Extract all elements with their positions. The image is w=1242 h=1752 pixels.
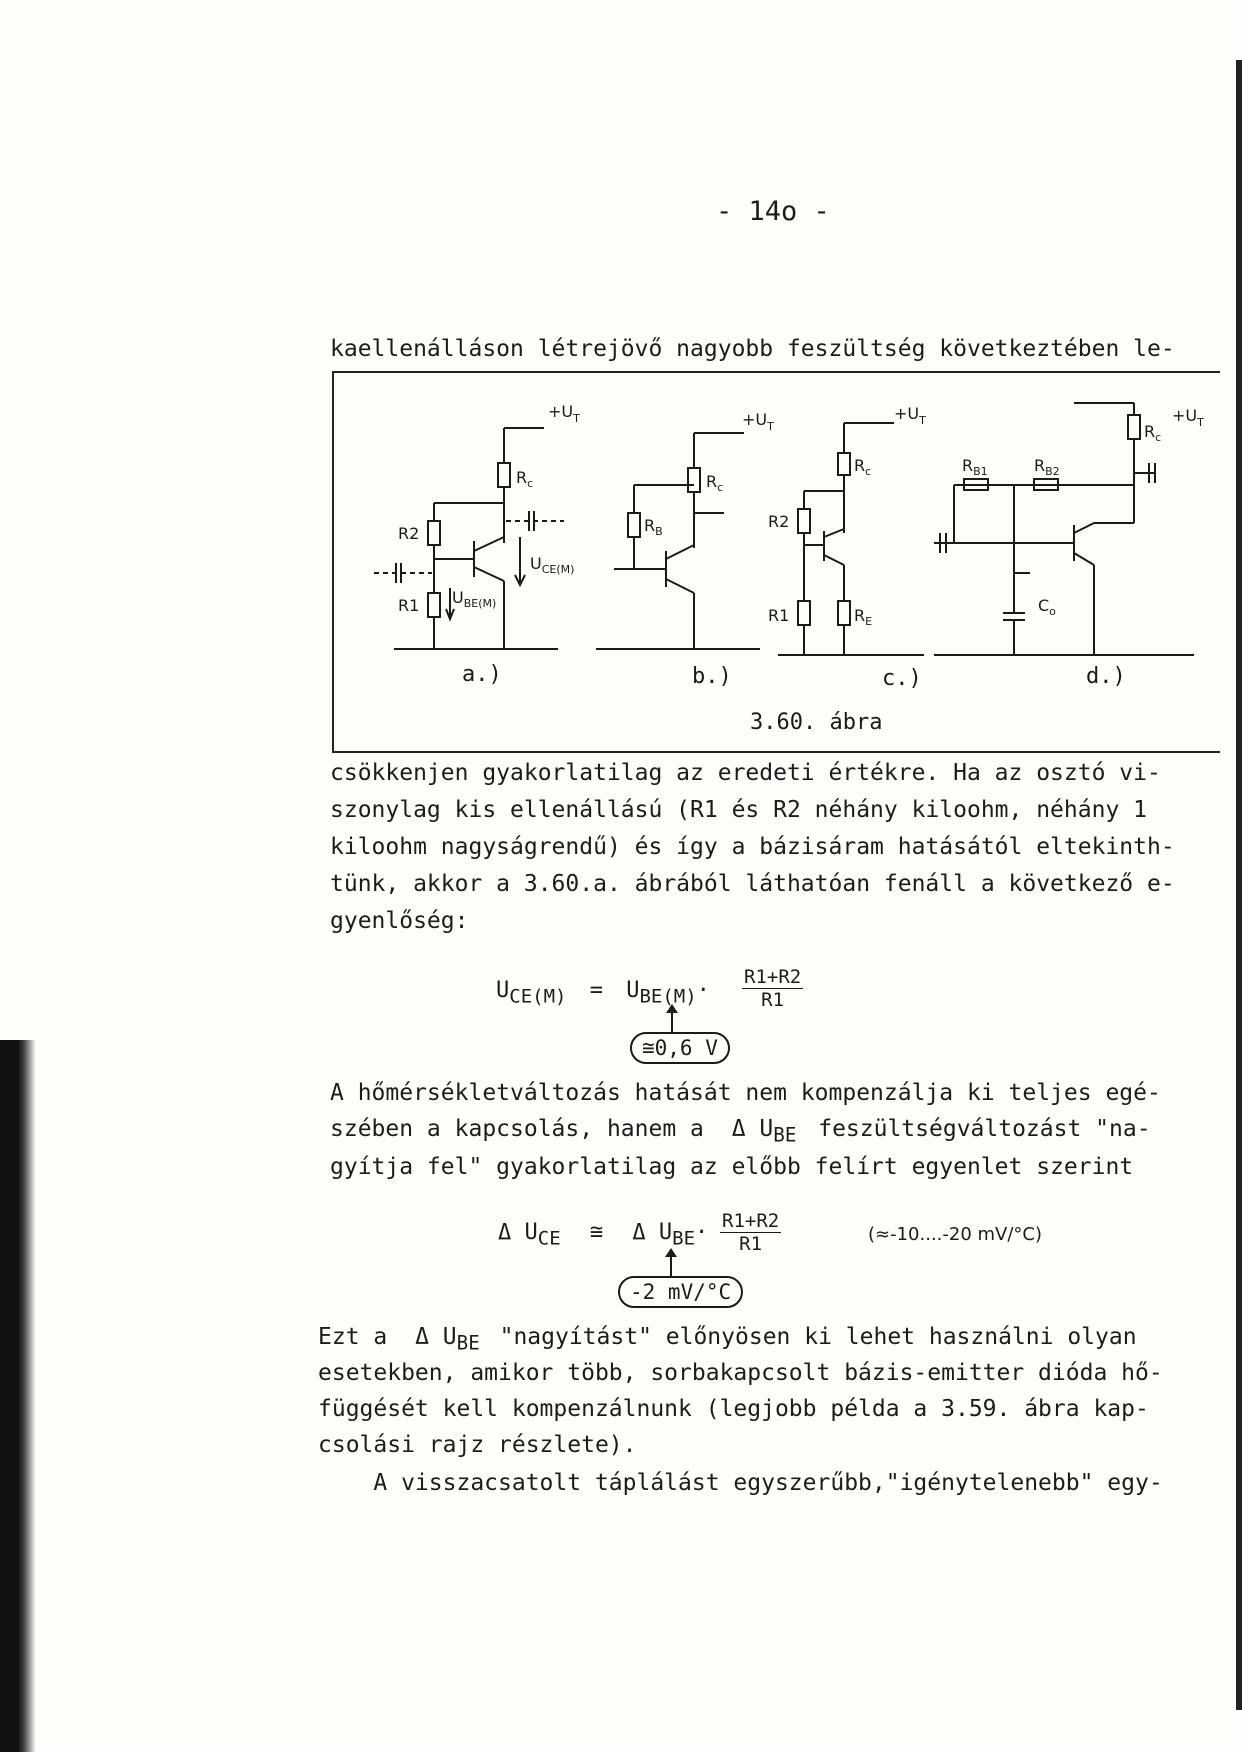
label-rc-b: $R_c$ — [706, 472, 724, 494]
label-supply-a: $+U_T$ — [548, 402, 580, 425]
resistor-r1-c — [798, 601, 810, 625]
equation-2-note: -2 mV/°C — [618, 1276, 743, 1308]
scan-right-edge — [1236, 60, 1242, 1710]
resistor-rc-d — [1128, 415, 1140, 439]
text-line: szében a kapcsolás, hanem a Δ $U_{BE}$ feszültségváltozást "na- — [330, 1116, 1151, 1147]
label-rb2-d: $R_{B2}$ — [1034, 456, 1060, 478]
label-uce-a: $U_{CE(M)}$ — [530, 554, 575, 576]
resistor-r1-a — [428, 593, 440, 617]
label-rc-a: $R_c$ — [516, 468, 534, 490]
text-line: függését kell kompenzálnunk (legjobb példa a 3.59. ábra kap- — [318, 1396, 1149, 1422]
equation-2-lhs: Δ $U_{CE}$ ≅ Δ $U_{BE}\cdot$ — [498, 1220, 709, 1250]
resistor-rb-b — [628, 513, 640, 537]
label-rb-b: $R_B$ — [644, 516, 663, 538]
equation-1-lhs: $U_{CE(M)} = U_{BE(M)}\cdot$ — [496, 978, 710, 1008]
text-line: A visszacsatolt táplálást egyszerűbb,"igénytelenebb" egy- — [318, 1470, 1163, 1496]
label-ube-a: $U_{BE(M)}$ — [452, 588, 497, 610]
label-r2-c: R2 — [768, 512, 790, 531]
label-r1-a: R1 — [398, 596, 420, 615]
equation-1-fraction: $\frac{R1+R2}{R1}$ — [744, 966, 802, 1011]
resistor-r2-a — [428, 521, 440, 545]
text-line: esetekben, amikor több, sorbakapcsolt bázis-emitter dióda hő- — [318, 1360, 1163, 1386]
figure-3-60 — [332, 371, 1220, 753]
label-supply-b: $+U_T$ — [742, 410, 774, 433]
sub-label-d: d.) — [1086, 664, 1126, 689]
scan-binding-shadow — [0, 1040, 36, 1752]
equation-2-fraction: $\frac{R1+R2}{R1}$ — [722, 1210, 780, 1255]
sub-label-a: a.) — [462, 662, 502, 687]
label-rc-d: $R_c$ — [1144, 422, 1162, 444]
resistor-rc-c — [838, 453, 850, 475]
label-c0-d: $C_o$ — [1038, 596, 1056, 618]
text-line: gyítja fel" gyakorlatilag az előbb felírt egyenlet szerint — [330, 1154, 1134, 1180]
equation-2-range-note: (≈-10....-20 mV/°C) — [868, 1224, 1043, 1245]
page-number: - 14o - — [716, 196, 830, 227]
text-line: kaellenálláson létrejövő nagyobb feszültség következtében le- — [330, 336, 1175, 362]
equation-1-note: ≅0,6 V — [630, 1032, 730, 1064]
text-line: csökkenjen gyakorlatilag az eredeti értékre. Ha az osztó vi- — [330, 760, 1161, 786]
text-line: kiloohm nagyságrendű) és így a bázisáram hatásától eltekinth- — [330, 834, 1175, 860]
label-rc-c: $R_c$ — [854, 456, 872, 478]
text-line: szonylag kis ellenállású (R1 és R2 néhány kiloohm, néhány 1 — [330, 797, 1147, 823]
label-r1-c: R1 — [768, 606, 790, 625]
circuit-b — [596, 433, 760, 649]
label-r2-a: R2 — [398, 524, 420, 543]
sub-label-c: c.) — [882, 666, 922, 691]
label-supply-c: $+U_T$ — [894, 404, 926, 427]
label-rb1-d: $R_{B1}$ — [962, 456, 988, 478]
resistor-rc-b — [688, 468, 700, 492]
arrow-up-icon — [670, 1256, 672, 1278]
label-re-c: $R_E$ — [854, 606, 873, 628]
text-line: tünk, akkor a 3.60.a. ábrából láthatóan fenáll a következő e- — [330, 871, 1175, 897]
resistor-rc-a — [498, 463, 510, 487]
delta-ube-inline: Δ $U_{BE}$ — [415, 1324, 480, 1355]
resistor-r2-c — [798, 509, 810, 533]
label-supply-d: $+U_T$ — [1172, 406, 1204, 429]
circuit-diagrams — [334, 373, 1220, 751]
text-line: csolási rajz részlete). — [318, 1432, 637, 1458]
sub-label-b: b.) — [692, 664, 732, 689]
text-line: gyenlőség: — [330, 908, 469, 934]
arrow-up-icon — [671, 1012, 673, 1034]
delta-ube-inline: Δ $U_{BE}$ — [731, 1116, 797, 1147]
text-line: Ezt a Δ $U_{BE}$ "nagyítást" előnyösen ki lehet használni olyan — [318, 1324, 1137, 1355]
resistor-re-c — [838, 601, 850, 625]
text-line: A hőmérsékletváltozás hatását nem kompenzálja ki teljes egé- — [330, 1080, 1161, 1106]
circuit-c — [778, 423, 924, 655]
figure-caption: 3.60. ábra — [750, 710, 883, 735]
